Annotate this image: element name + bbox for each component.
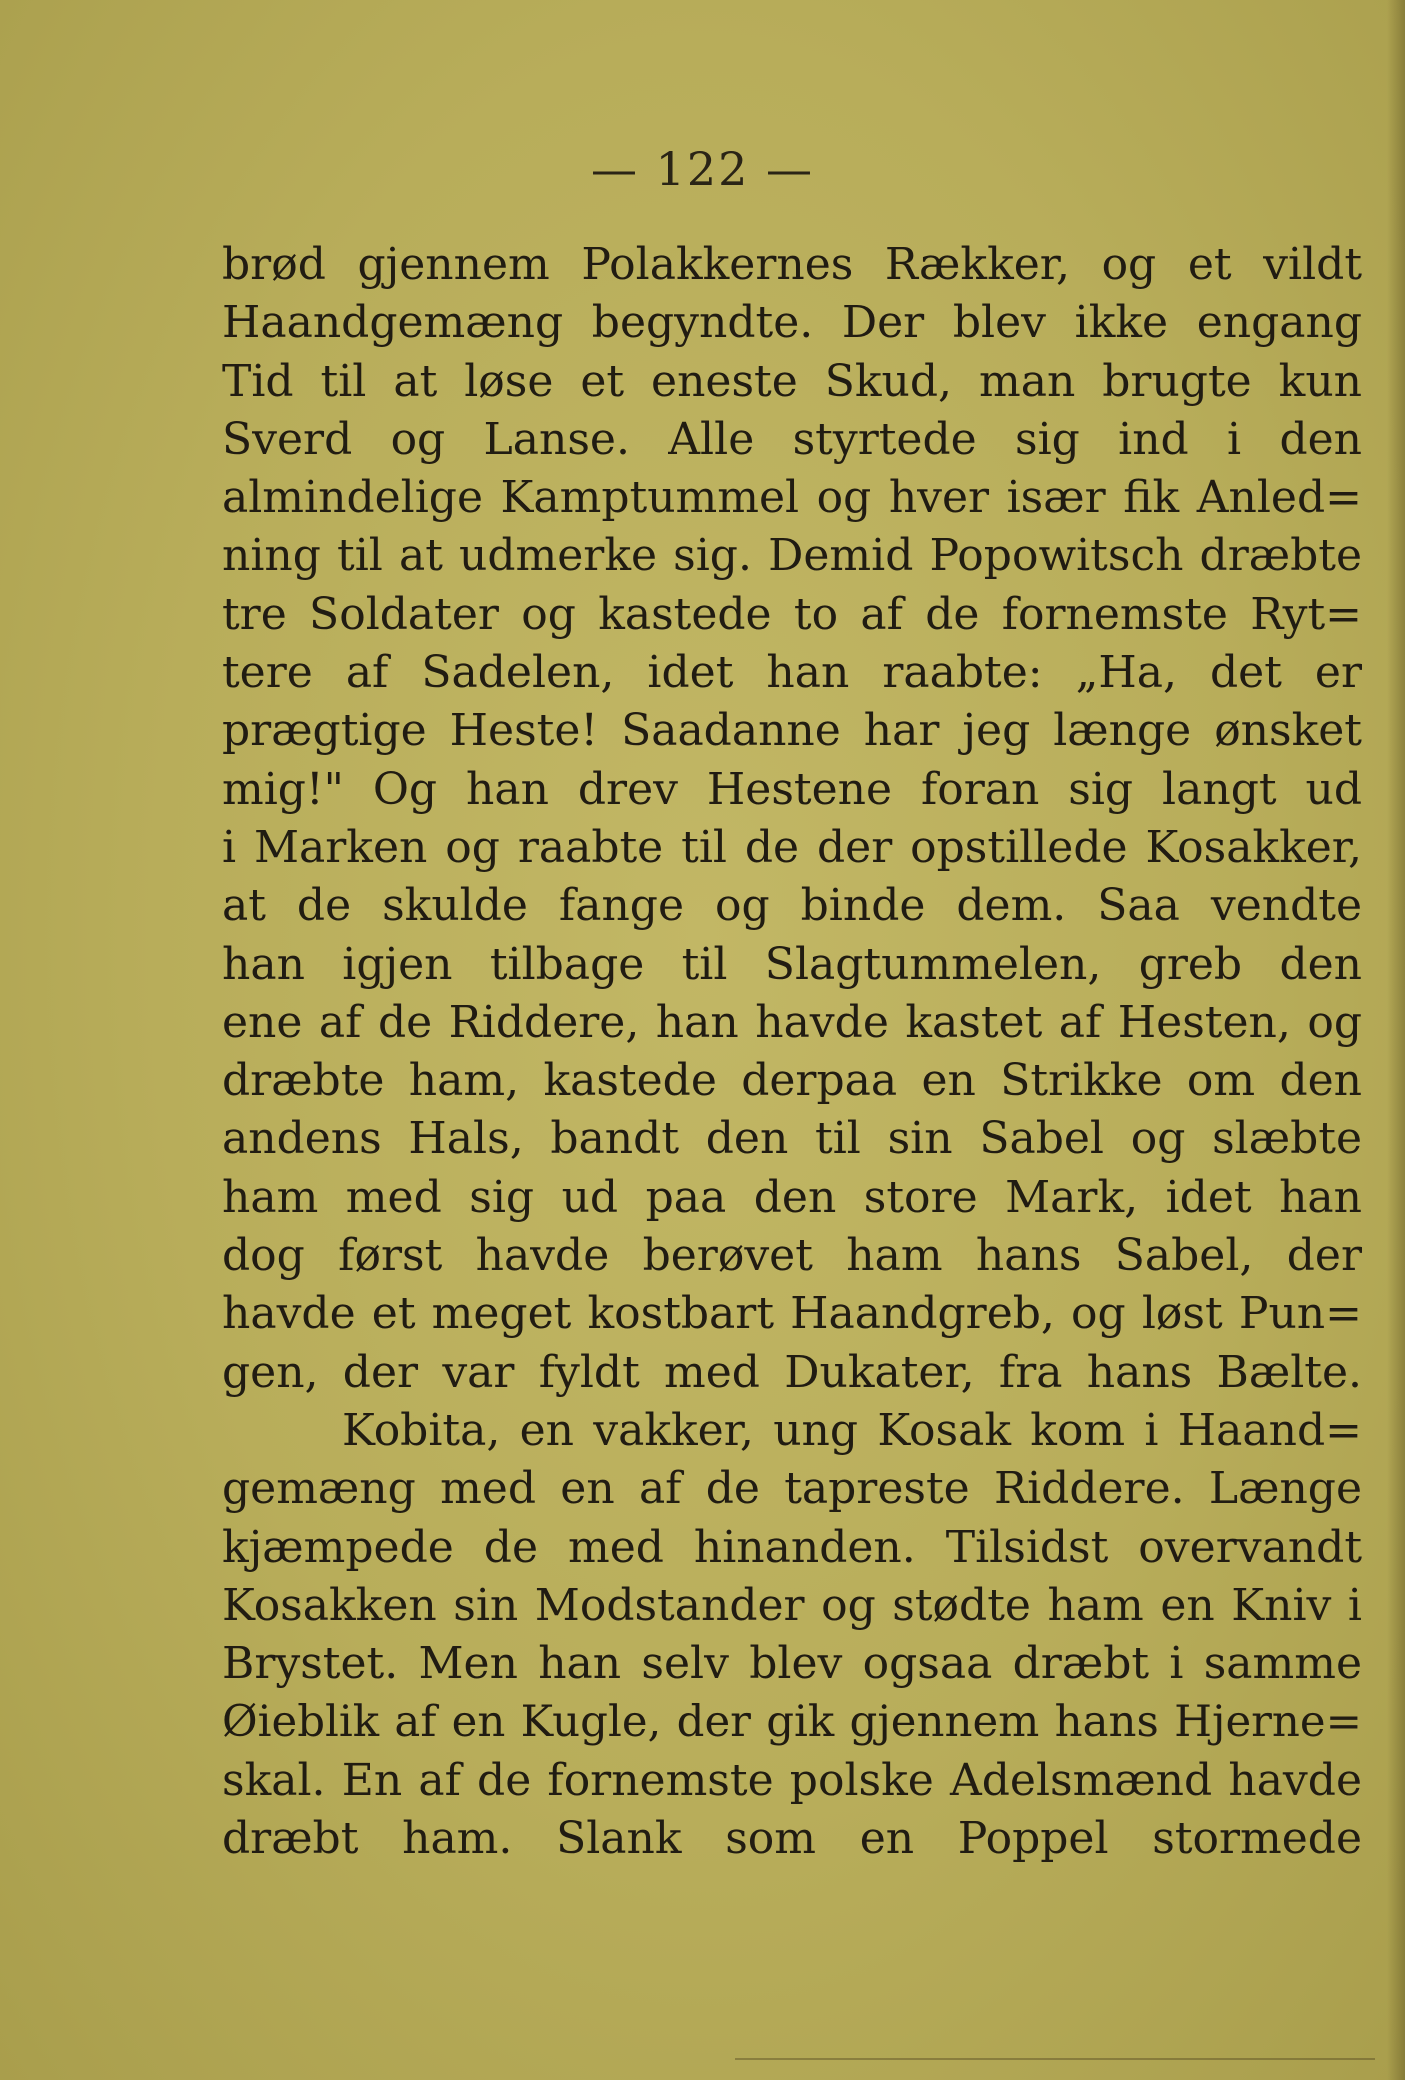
page-number: — 122 —	[590, 142, 815, 196]
page-edge-shadow	[1387, 0, 1405, 2080]
text-line: gen, der var fyldt med Dukater, fra hans Bælte.	[222, 1346, 1362, 1398]
text-line: dræbt ham. Slank som en Poppel stormede	[222, 1813, 1362, 1865]
text-line: at de skulde fange og binde dem. Saa vendte	[222, 880, 1362, 932]
text-line: ene af de Riddere, han havde kastet af Hesten, og	[222, 996, 1362, 1048]
text-line: i Marken og raabte til de der opstillede Kosakker,	[222, 821, 1362, 873]
text-line: mig!" Og han drev Hestene foran sig langt ud	[222, 763, 1362, 815]
text-line: Haandgemæng begyndte. Der blev ikke engang	[222, 297, 1362, 349]
text-line: gemæng med en af de tapreste Riddere. Længe	[222, 1463, 1362, 1515]
text-line: Kosakken sin Modstander og stødte ham en Kniv i	[222, 1579, 1362, 1631]
text-line: kjæmpede de med hinanden. Tilsidst overvandt	[222, 1521, 1362, 1573]
text-line: andens Hals, bandt den til sin Sabel og slæbte	[222, 1113, 1362, 1165]
text-line: prægtige Heste! Saadanne har jeg længe ønsket	[222, 705, 1362, 757]
text-line: ham med sig ud paa den store Mark, idet han	[222, 1171, 1362, 1223]
text-line: tere af Sadelen, idet han raabte: „Ha, det er	[222, 647, 1362, 699]
text-line: tre Soldater og kastede to af de fornemste Ryt=	[222, 588, 1362, 640]
text-line: skal. En af de fornemste polske Adelsmænd havde	[222, 1754, 1362, 1806]
text-line: Sverd og Lanse. Alle styrtede sig ind i den	[222, 413, 1362, 465]
body-text	[222, 236, 1362, 1868]
text-line: Tid til at løse et eneste Skud, man brugte kun	[222, 355, 1362, 407]
text-line: han igjen tilbage til Slagtummelen, greb den	[222, 938, 1362, 990]
text-line: almindelige Kamptummel og hver især fik Anled=	[222, 472, 1362, 524]
text-line: brød gjennem Polakkernes Rækker, og et vildt	[222, 239, 1362, 290]
text-line: dog først havde berøvet ham hans Sabel, der	[222, 1230, 1362, 1282]
text-line: Øieblik af en Kugle, der gik gjennem hans Hjerne=	[222, 1697, 1362, 1748]
text-line: ning til at udmerke sig. Demid Popowitsch dræbte	[222, 530, 1362, 582]
text-line: Brystet. Men han selv blev ogsaa dræbt i samme	[222, 1638, 1362, 1690]
text-line: havde et meget kostbart Haandgreb, og løst Pun=	[222, 1288, 1362, 1340]
text-line: dræbte ham, kastede derpaa en Strikke om den	[222, 1055, 1362, 1107]
page-bottom-edge	[735, 2058, 1375, 2060]
paragraph-start-line: Kobita, en vakker, ung Kosak kom i Haand=	[342, 1404, 1362, 1456]
